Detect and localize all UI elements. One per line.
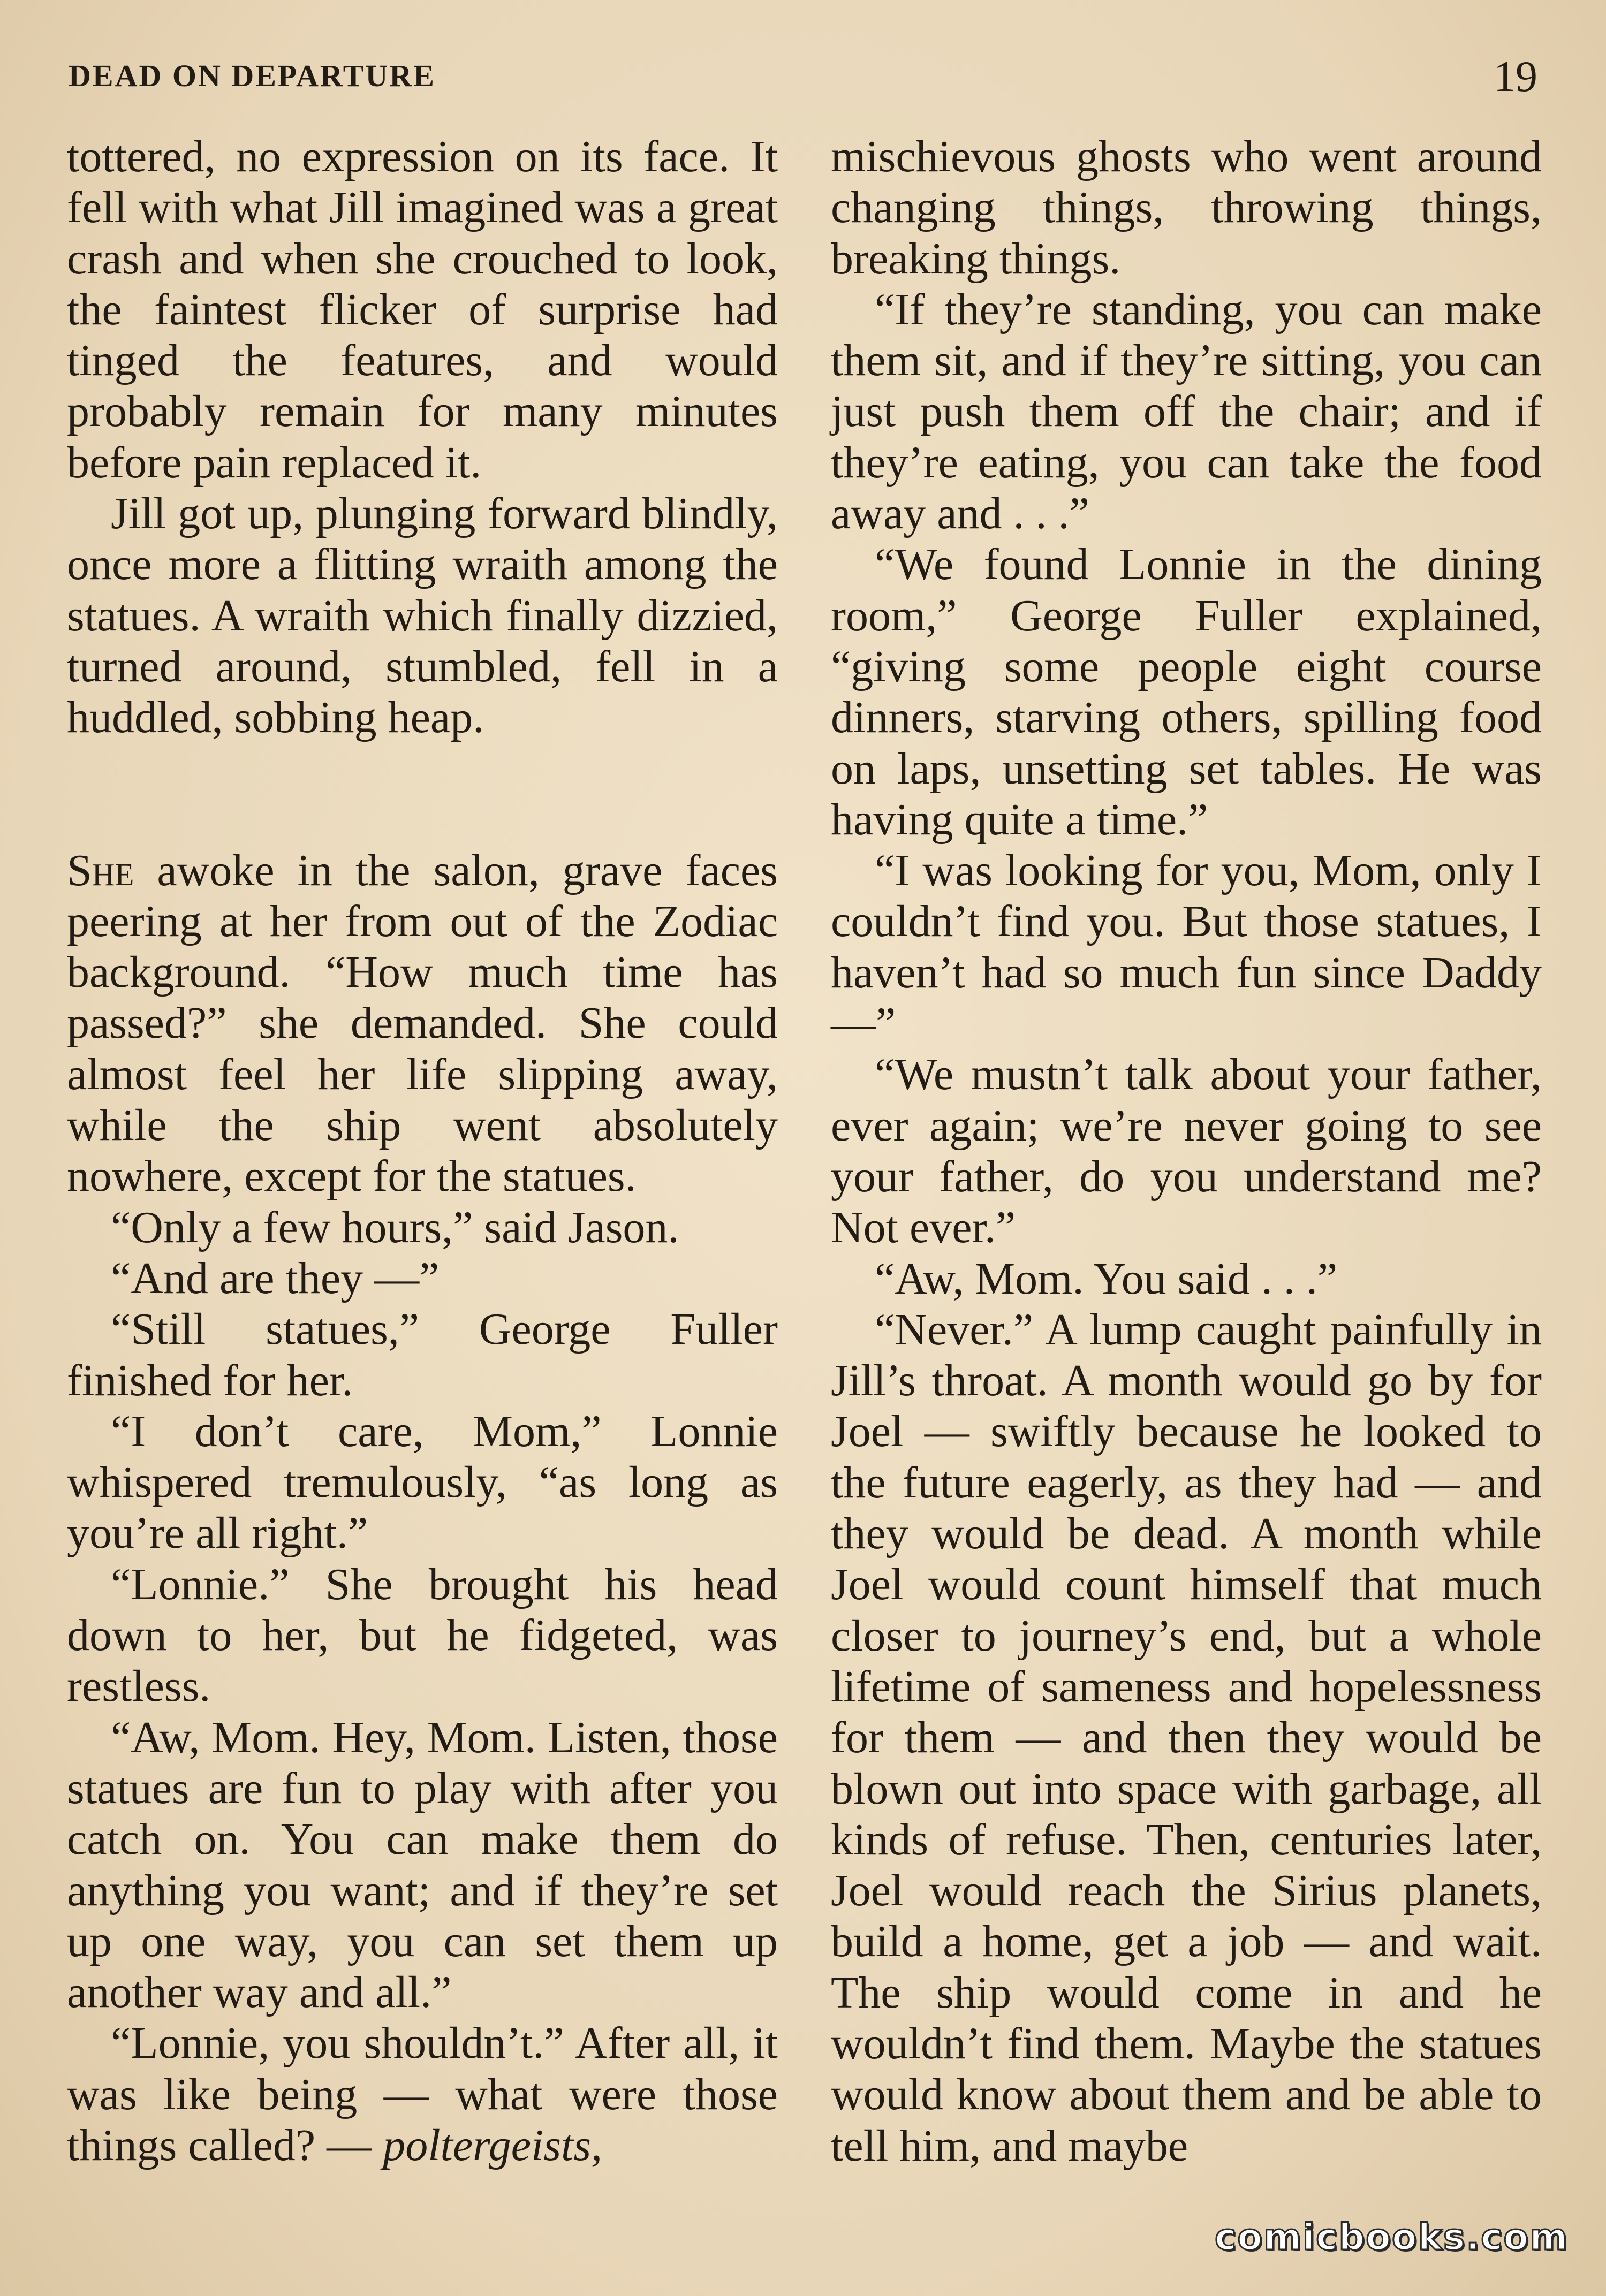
paragraph (67, 488, 778, 743)
paragraph (67, 131, 778, 488)
paragraph (67, 1406, 778, 1559)
emphasized-word: poltergeists, (383, 2120, 603, 2170)
section-lead-word: She (67, 845, 134, 895)
paragraph-text: “Never.” A lump caught painfully in Jill’s throat. A month would go by for Joel — swiftly because he looked to the future eagerly, as they had — and they would be dead. A month while Joel would count himself that much closer to journey’s end, but a whole lifetime of sameness and hopelessness for them — and then they would be blown out into space with garbage, all kinds of refuse. Then, centuries later, Joel would reach the Sirius planets, build a home, get a job — and wait. The ship would come in and he wouldn’t find them. Maybe the statues would know about them and be able to tell him, and maybe (831, 1304, 1542, 2171)
paragraph-text: “We mustn’t talk about your father, ever again; we’re never going to see your father, do you understand me? Not ever.” (831, 1050, 1542, 1253)
paragraph (831, 131, 1542, 284)
paragraph (831, 284, 1542, 539)
paragraph (831, 1049, 1542, 1253)
paragraph-text: “Only a few hours,” said Jason. (111, 1202, 679, 1252)
paragraph (67, 1253, 778, 1304)
paragraph-text: “I don’t care, Mom,” Lonnie whispered tremulously, “as long as you’re all right.” (67, 1406, 778, 1558)
paragraph (831, 845, 1542, 1049)
paragraph-text: mischievous ghosts who went around changing things, throwing things, breaking things. (831, 132, 1542, 284)
paragraph-text: Jill got up, plunging forward blindly, once more a flitting wraith among the statues. A wraith which finally dizzied, turned around, stumbled, fell in a huddled, sobbing heap. (67, 489, 778, 743)
left-text-column (67, 131, 778, 2171)
paragraph (831, 1253, 1542, 1304)
paragraph (67, 1559, 778, 1712)
paragraph-text: “I was looking for you, Mom, only I couldn’t find you. But those statues, I haven’t had so much fun since Daddy —” (831, 846, 1542, 1049)
paragraph-text: “If they’re standing, you can make them sit, and if they’re sitting, you can just push them off the chair; and if they’re eating, you can take the food away and . . .” (831, 284, 1542, 539)
paragraph-text: “Lonnie.” She brought his head down to her, but he fidgeted, was restless. (67, 1559, 778, 1712)
paragraph-text: “Still statues,” George Fuller finished for her. (67, 1304, 778, 1405)
paragraph (831, 1304, 1542, 2171)
paragraph (67, 1202, 778, 1253)
watermark-logo: comicbooks.com (1214, 2216, 1569, 2259)
paragraph-text: “And are they —” (111, 1253, 440, 1303)
paragraph-text: “We found Lonnie in the dining room,” George Fuller explained, “giving some people eight course dinners, starving others, spilling food on laps, unsetting set tables. He was having quite a time.” (831, 539, 1542, 845)
paragraph (831, 539, 1542, 845)
paragraph (67, 1304, 778, 1406)
paragraph (67, 2018, 778, 2171)
paragraph (67, 1712, 778, 2018)
paragraph-text: “Lonnie, you shouldn’t.” After all, it was like being — what were those things called? — (67, 2018, 778, 2170)
section-start-paragraph (67, 845, 778, 1202)
paragraph-text: “Aw, Mom. Hey, Mom. Listen, those statues are fun to play with after you catch on. You can make them do anything you want; and if they’re set up one way, you can set them up another way and all.” (67, 1712, 778, 2018)
right-text-column (831, 131, 1542, 2171)
paragraph-text: tottered, no expression on its face. It fell with what Jill imagined was a great crash and when she crouched to look, the faintest flicker of surprise had tinged the features, and would probably remain for many minutes before pain replaced it. (67, 132, 778, 488)
paragraph-text: “Aw, Mom. You said . . .” (875, 1253, 1338, 1304)
paragraph-text: awoke in the salon, grave faces peering at her from out of the Zodiac background. “How much time has passed?” she demanded. She could almost feel her life slipping away, while the ship went absolutely nowhere, except for the statues. (67, 845, 778, 1202)
page-number: 19 (1494, 52, 1537, 101)
running-head-title: DEAD ON DEPARTURE (69, 58, 436, 93)
